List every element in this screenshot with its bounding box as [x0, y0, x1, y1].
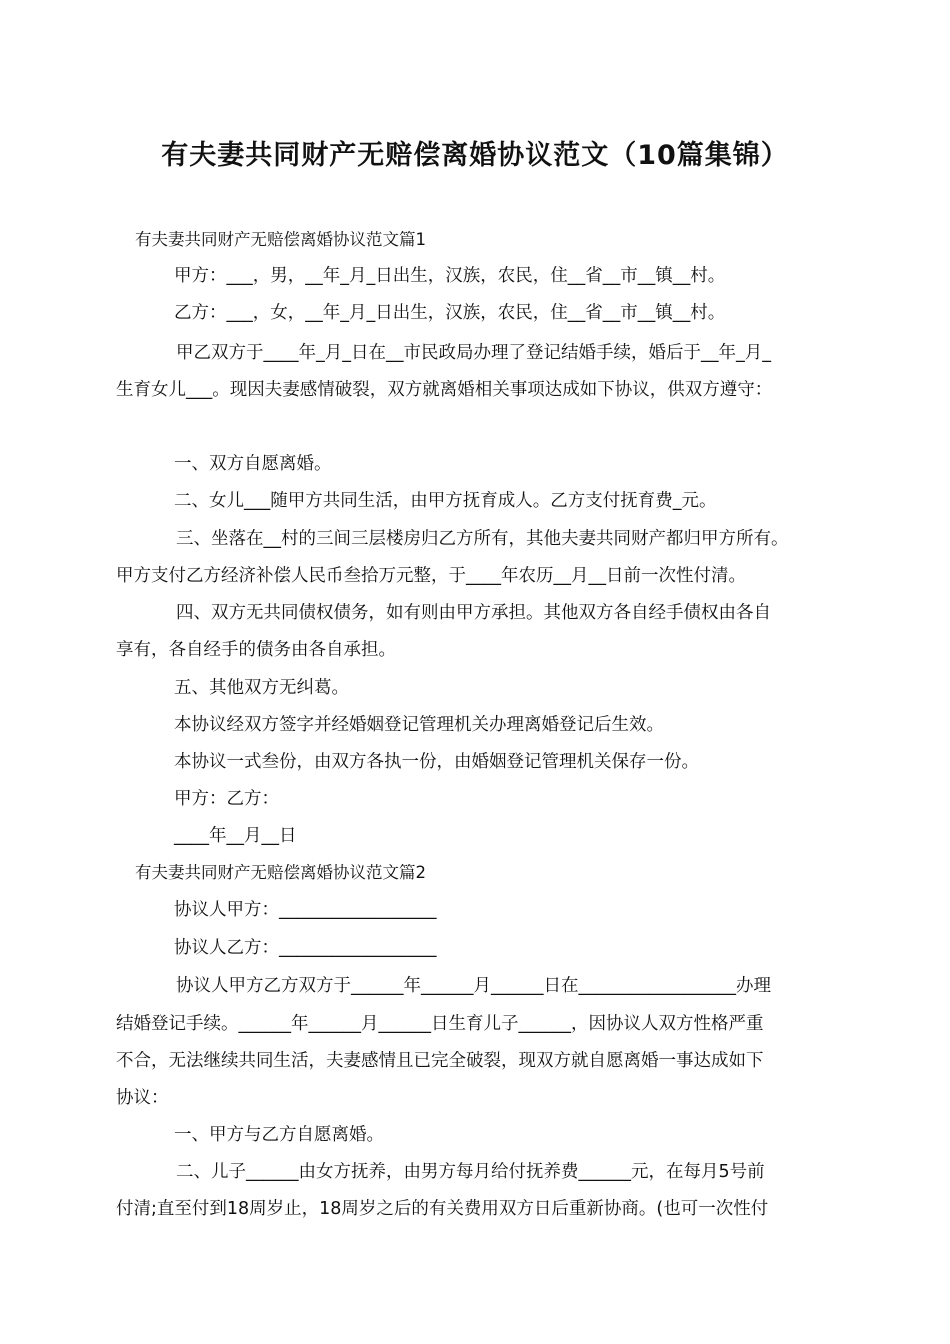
- section-1-line: 三、坐落在__村的三间三层楼房归乙方所有，其他夫妻共同财产都归甲方所有。: [176, 529, 789, 549]
- section-1-line: 甲乙双方于____年_月_日在__市民政局办理了登记结婚手续，婚后于__年_月_: [176, 343, 771, 363]
- section-1-line: 享有，各自经手的债务由各自承担。: [116, 640, 396, 660]
- section-1-line: 四、双方无共同债权债务，如有则由甲方承担。其他双方各自经手债权由各自: [176, 603, 771, 623]
- section-1-line: 二、女儿___随甲方共同生活，由甲方抚育成人。乙方支付抚育费_元。: [174, 491, 717, 511]
- section-2-line: 协议人甲方乙方双方于______年______月______日在__________________办理: [176, 976, 771, 996]
- section-2-line: 协议：: [116, 1088, 169, 1108]
- section-1-heading: 有夫妻共同财产无赔偿离婚协议范文篇1: [135, 230, 426, 249]
- section-2-line: 结婚登记手续。______年______月______日生育儿子______，因协议人双方性格严重: [116, 1014, 764, 1034]
- section-2-line: 不合，无法继续共同生活，夫妻感情且已完全破裂，现双方就自愿离婚一事达成如下: [116, 1051, 764, 1071]
- section-1-line: ____年__月__日: [174, 826, 297, 846]
- section-2-line: 协议人甲方：__________________: [174, 900, 437, 920]
- section-2-line: 一、甲方与乙方自愿离婚。: [174, 1125, 384, 1145]
- section-1-line: 五、其他双方无纠葛。: [174, 678, 349, 698]
- section-1-line: 本协议一式叁份，由双方各执一份，由婚姻登记管理机关保存一份。: [174, 752, 699, 772]
- section-1-line: 乙方：___，女，__年_月_日出生，汉族，农民，住__省__市__镇__村。: [174, 303, 726, 323]
- section-1-line: 甲方：乙方：: [174, 789, 279, 809]
- section-2-line: 付清;直至付到18周岁止，18周岁之后的有关费用双方日后重新协商。(也可一次性付: [116, 1199, 769, 1219]
- section-1-line: 生育女儿___。现因夫妻感情破裂，双方就离婚相关事项达成如下协议，供双方遵守：: [116, 380, 773, 400]
- section-2-line: 协议人乙方：__________________: [174, 938, 437, 958]
- section-1-line: 本协议经双方签字并经婚姻登记管理机关办理离婚登记后生效。: [174, 715, 664, 735]
- section-1-line: 甲方支付乙方经济补偿人民币叁拾万元整，于____年农历__月__日前一次性付清。: [116, 566, 746, 586]
- document-title: 有夫妻共同财产无赔偿离婚协议范文（10篇集锦）: [161, 140, 789, 171]
- section-1-line: 一、双方自愿离婚。: [174, 454, 332, 474]
- section-2-heading: 有夫妻共同财产无赔偿离婚协议范文篇2: [135, 863, 426, 882]
- section-2-line: 二、儿子______由女方抚养，由男方每月给付抚养费______元，在每月5号前: [176, 1162, 765, 1182]
- section-1-line: 甲方：___，男，__年_月_日出生，汉族，农民，住__省__市__镇__村。: [174, 266, 726, 286]
